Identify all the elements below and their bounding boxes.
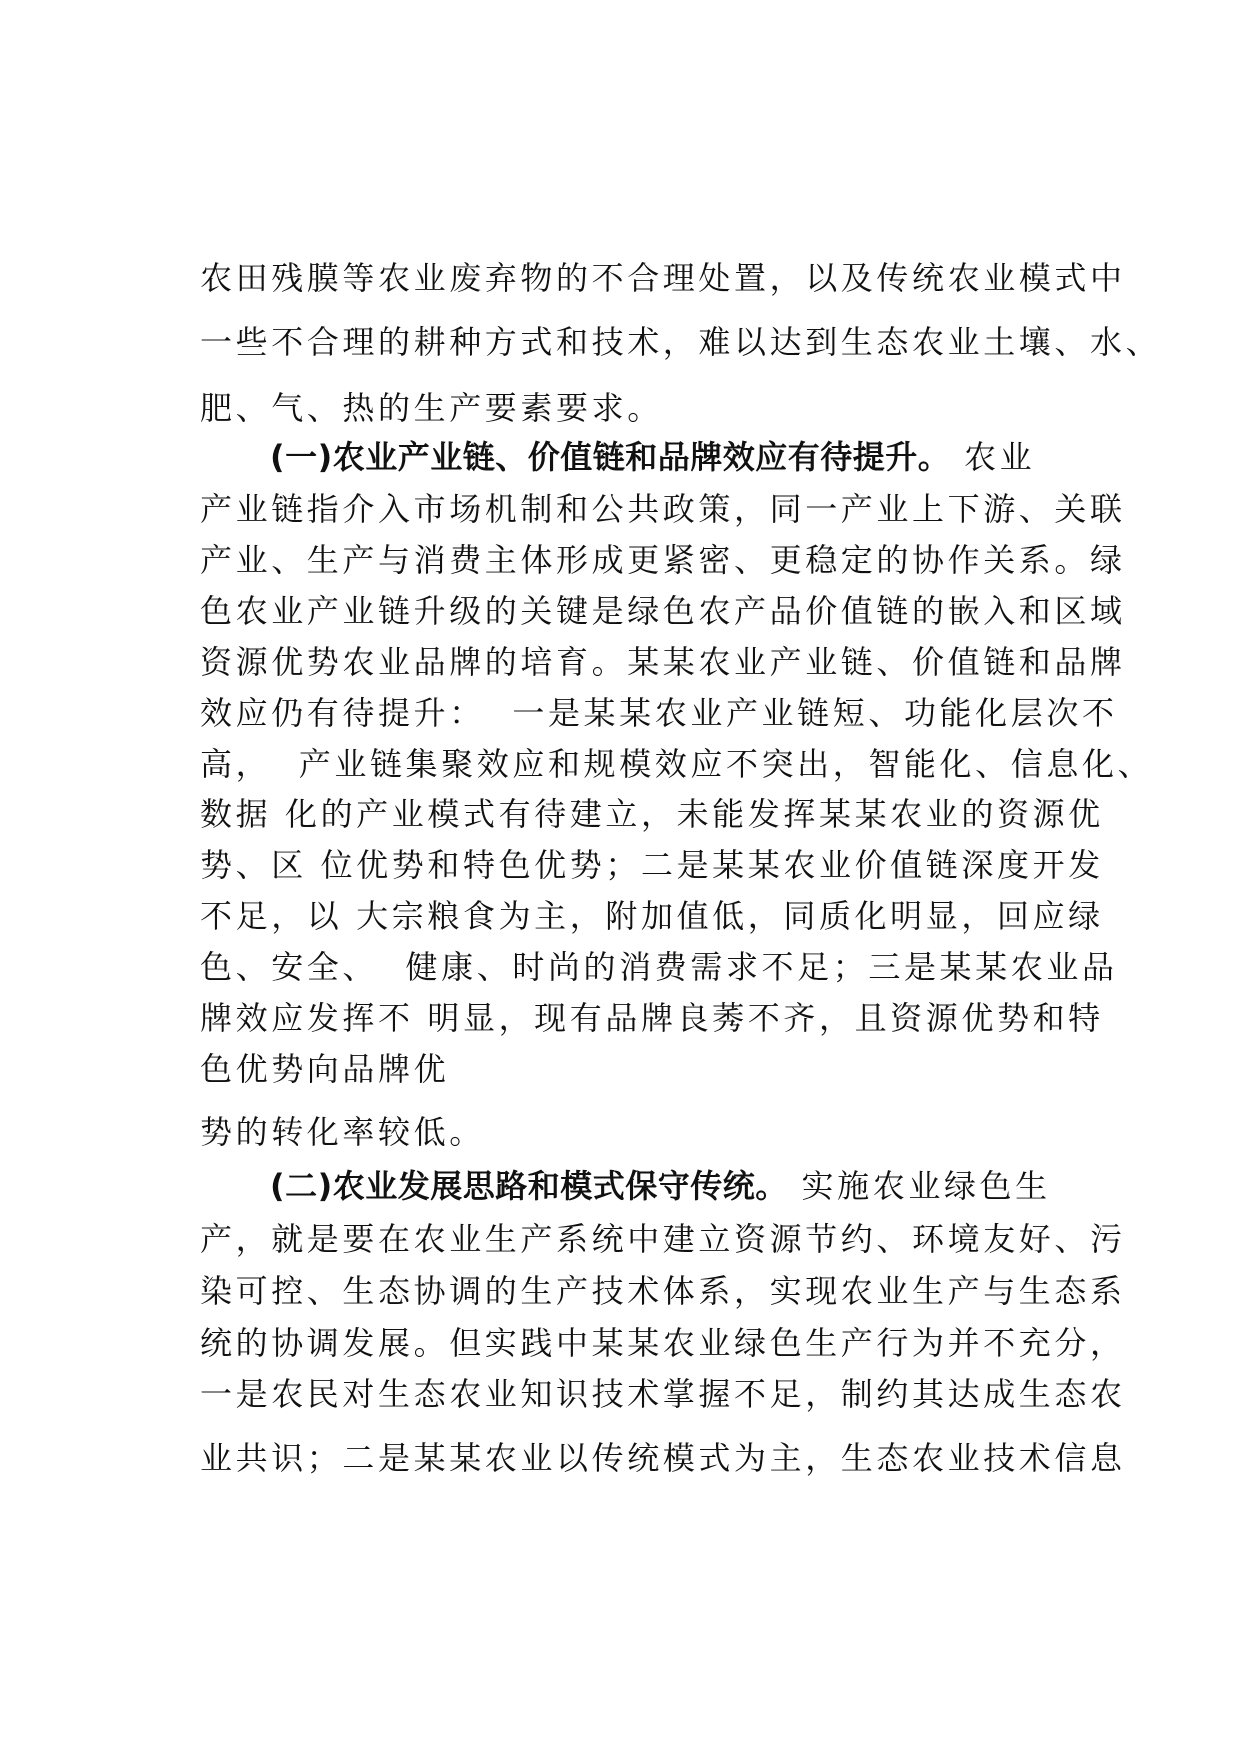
section-heading-tail: 农业 xyxy=(950,438,1036,476)
text-line: 色优势向品牌优 xyxy=(200,1050,450,1088)
text-line: 不足，以 大宗粮食为主，附加值低，同质化明显，回应绿 xyxy=(200,897,1104,935)
text-line: 色农业产业链升级的关键是绿色农产品价值链的嵌入和区域 xyxy=(200,592,1126,630)
text-line: 一是农民对生态农业知识技术掌握不足，制约其达成生态农 xyxy=(200,1375,1126,1413)
text-line: 高， 产业链集聚效应和规模效应不突出，智能化、信息化、 xyxy=(200,745,1154,783)
section-heading-tail: 实施农业绿色生 xyxy=(787,1167,1051,1205)
text-line: 统的协调发展。但实践中某某农业绿色生产行为并不充分， xyxy=(200,1324,1126,1362)
text-line: 资源优势农业品牌的培育。某某农业产业链、价值链和品牌 xyxy=(200,643,1126,681)
text-line: 势的转化率较低。 xyxy=(200,1113,485,1151)
text-line: 效应仍有待提升： 一是某某农业产业链短、功能化层次不 xyxy=(200,694,1118,732)
text-line: 产业链指介入市场机制和公共政策，同一产业上下游、关联 xyxy=(200,490,1126,528)
section-heading: (二)农业发展思路和模式保守传统。 xyxy=(270,1167,788,1205)
section-heading-line xyxy=(270,1167,1130,1205)
text-line: 业共识；二是某某农业以传统模式为主，生态农业技术信息 xyxy=(200,1439,1126,1477)
text-line: 产，就是要在农业生产系统中建立资源节约、环境友好、污 xyxy=(200,1220,1126,1258)
text-line: 肥、气、热的生产要素要求。 xyxy=(200,389,663,427)
section-heading-line xyxy=(270,438,1130,476)
text-line: 色、安全、 健康、时尚的消费需求不足；三是某某农业品 xyxy=(200,948,1118,986)
text-line: 产业、生产与消费主体形成更紧密、更稳定的协作关系。绿 xyxy=(200,541,1126,579)
text-line: 染可控、生态协调的生产技术体系，实现农业生产与生态系 xyxy=(200,1272,1126,1310)
text-line: 数据 化的产业模式有待建立，未能发挥某某农业的资源优 xyxy=(200,795,1104,833)
text-line: 势、区 位优势和特色优势；二是某某农业价值链深度开发 xyxy=(200,846,1104,884)
text-line: 一些不合理的耕种方式和技术，难以达到生态农业土壤、水、 xyxy=(200,323,1162,361)
text-line: 农田残膜等农业废弃物的不合理处置，以及传统农业模式中 xyxy=(200,259,1126,297)
text-line: 牌效应发挥不 明显，现有品牌良莠不齐，且资源优势和特 xyxy=(200,999,1104,1037)
section-heading: (一)农业产业链、价值链和品牌效应有待提升。 xyxy=(270,438,951,476)
